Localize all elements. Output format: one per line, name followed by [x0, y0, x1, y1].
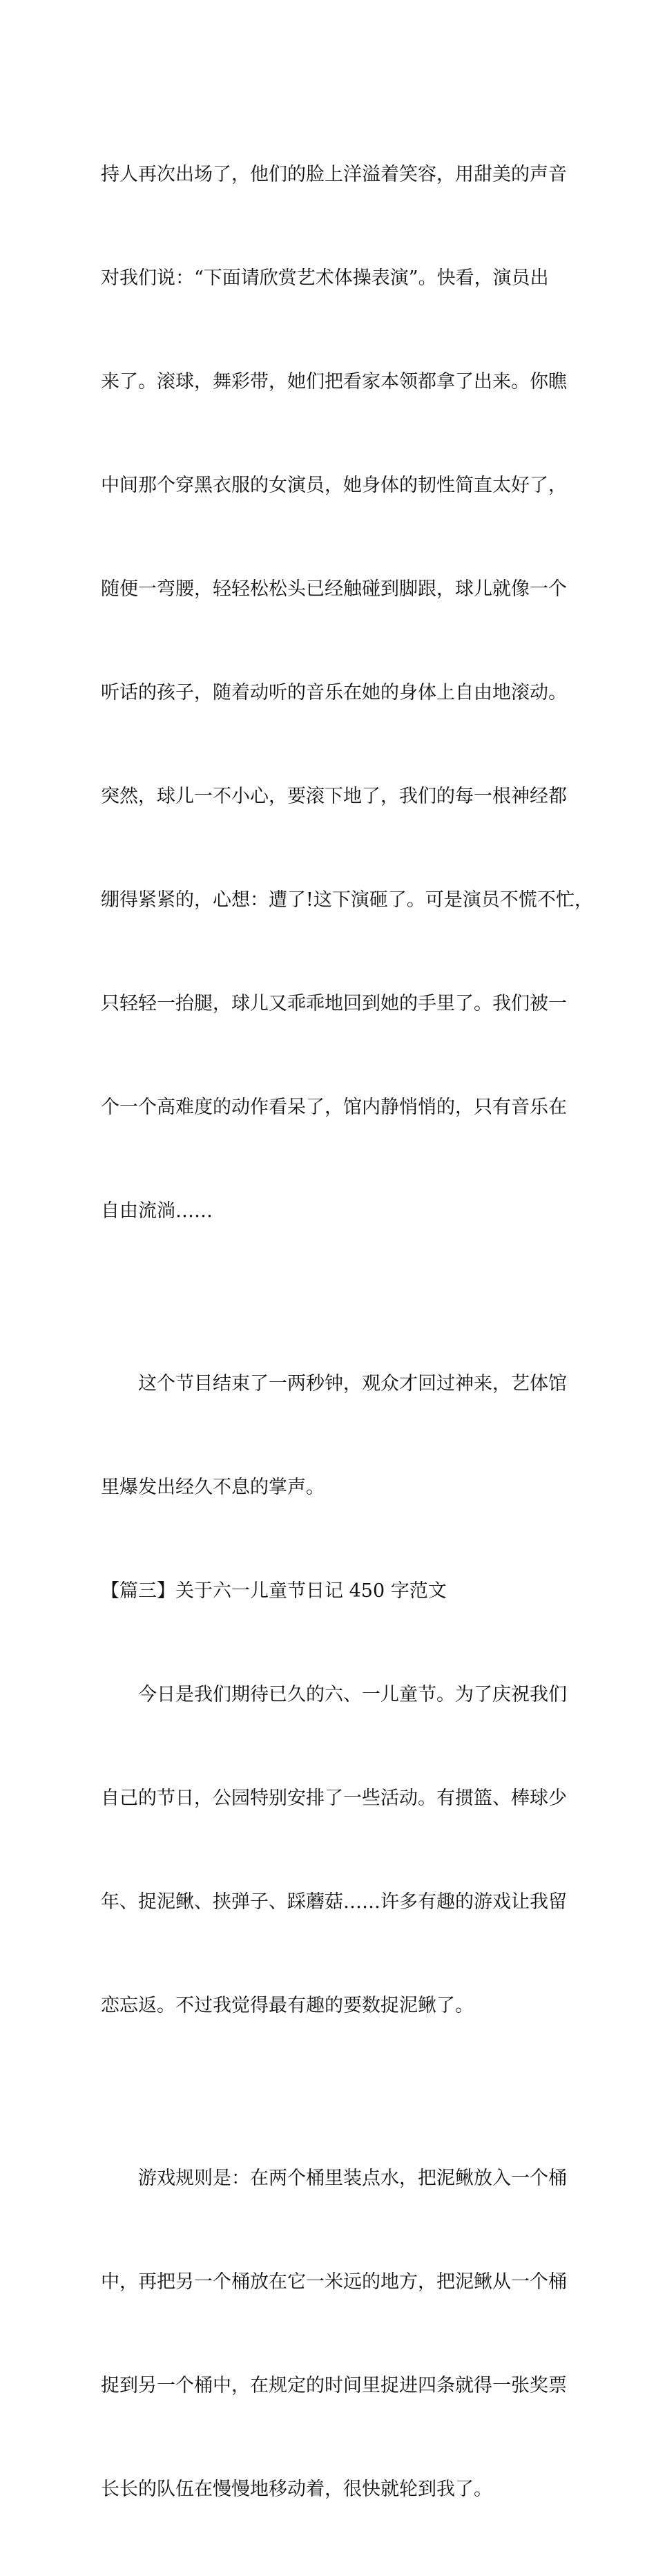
text-line: 持人再次出场了，他们的脸上洋溢着笑容，用甜美的声音	[101, 164, 567, 185]
text-line: 中间那个穿黑衣服的女演员，她身体的韧性简直太好了，	[101, 475, 567, 496]
text-line: 只轻轻一抬腿，球儿又乖乖地回到她的手里了。我们被一	[101, 993, 567, 1014]
text-line: 今日是我们期待已久的六、一儿童节。为了庆祝我们	[101, 1684, 567, 1705]
text-line: 绷得紧紧的，心想：遭了!这下演砸了。可是演员不慌不忙，	[101, 889, 593, 911]
text-line: 来了。滚球，舞彩带，她们把看家本领都拿了出来。你瞧	[101, 371, 567, 392]
text-line: 个一个高难度的动作看呆了，馆内静悄悄的，只有音乐在	[101, 1097, 567, 1118]
text-line: 游戏规则是：在两个桶里装点水，把泥鳅放入一个桶	[101, 2168, 567, 2189]
section-heading: 【篇三】关于六一儿童节日记 450 字范文	[101, 1580, 447, 1602]
text-line: 年、捉泥鳅、挟弹子、踩蘑菇……许多有趣的游戏让我留	[101, 1891, 567, 1913]
text-line: 对我们说：“下面请欣赏艺术体操表演”。快看，演员出	[101, 267, 549, 289]
text-line: 自己的节日，公园特别安排了一些活动。有掼篮、棒球少	[101, 1788, 567, 1809]
text-line: 听话的孩子，随着动听的音乐在她的身体上自由地滚动。	[101, 682, 567, 703]
text-line: 突然，球儿一不小心，要滚下地了，我们的每一根神经都	[101, 786, 567, 807]
text-line: 长长的队伍在慢慢地移动着，很快就轮到我了。	[101, 2479, 492, 2500]
text-line: 这个节目结束了一两秒钟，观众才回过神来，艺体馆	[101, 1373, 567, 1394]
text-line: 捉到另一个桶中，在规定的时间里捉进四条就得一张奖票	[101, 2375, 567, 2396]
paragraph-childrens-day	[101, 1609, 567, 2092]
text-line: 随便一弯腰，轻轻松松头已经触碰到脚跟，球儿就像一个	[101, 578, 567, 600]
text-line: 里爆发出经久不息的掌声。	[101, 1477, 325, 1498]
paragraph-game-rules	[101, 2092, 567, 2576]
paragraph-applause	[101, 1298, 567, 1574]
text-line: 中，再把另一个桶放在它一米远的地方，把泥鳅从一个桶	[101, 2271, 567, 2293]
text-line: 恋忘返。不过我觉得最有趣的要数捉泥鳅了。	[101, 1995, 474, 2016]
paragraph-gymnastics	[101, 88, 593, 1298]
text-line: 自由流淌……	[101, 1200, 213, 1222]
document-body	[101, 88, 593, 2576]
